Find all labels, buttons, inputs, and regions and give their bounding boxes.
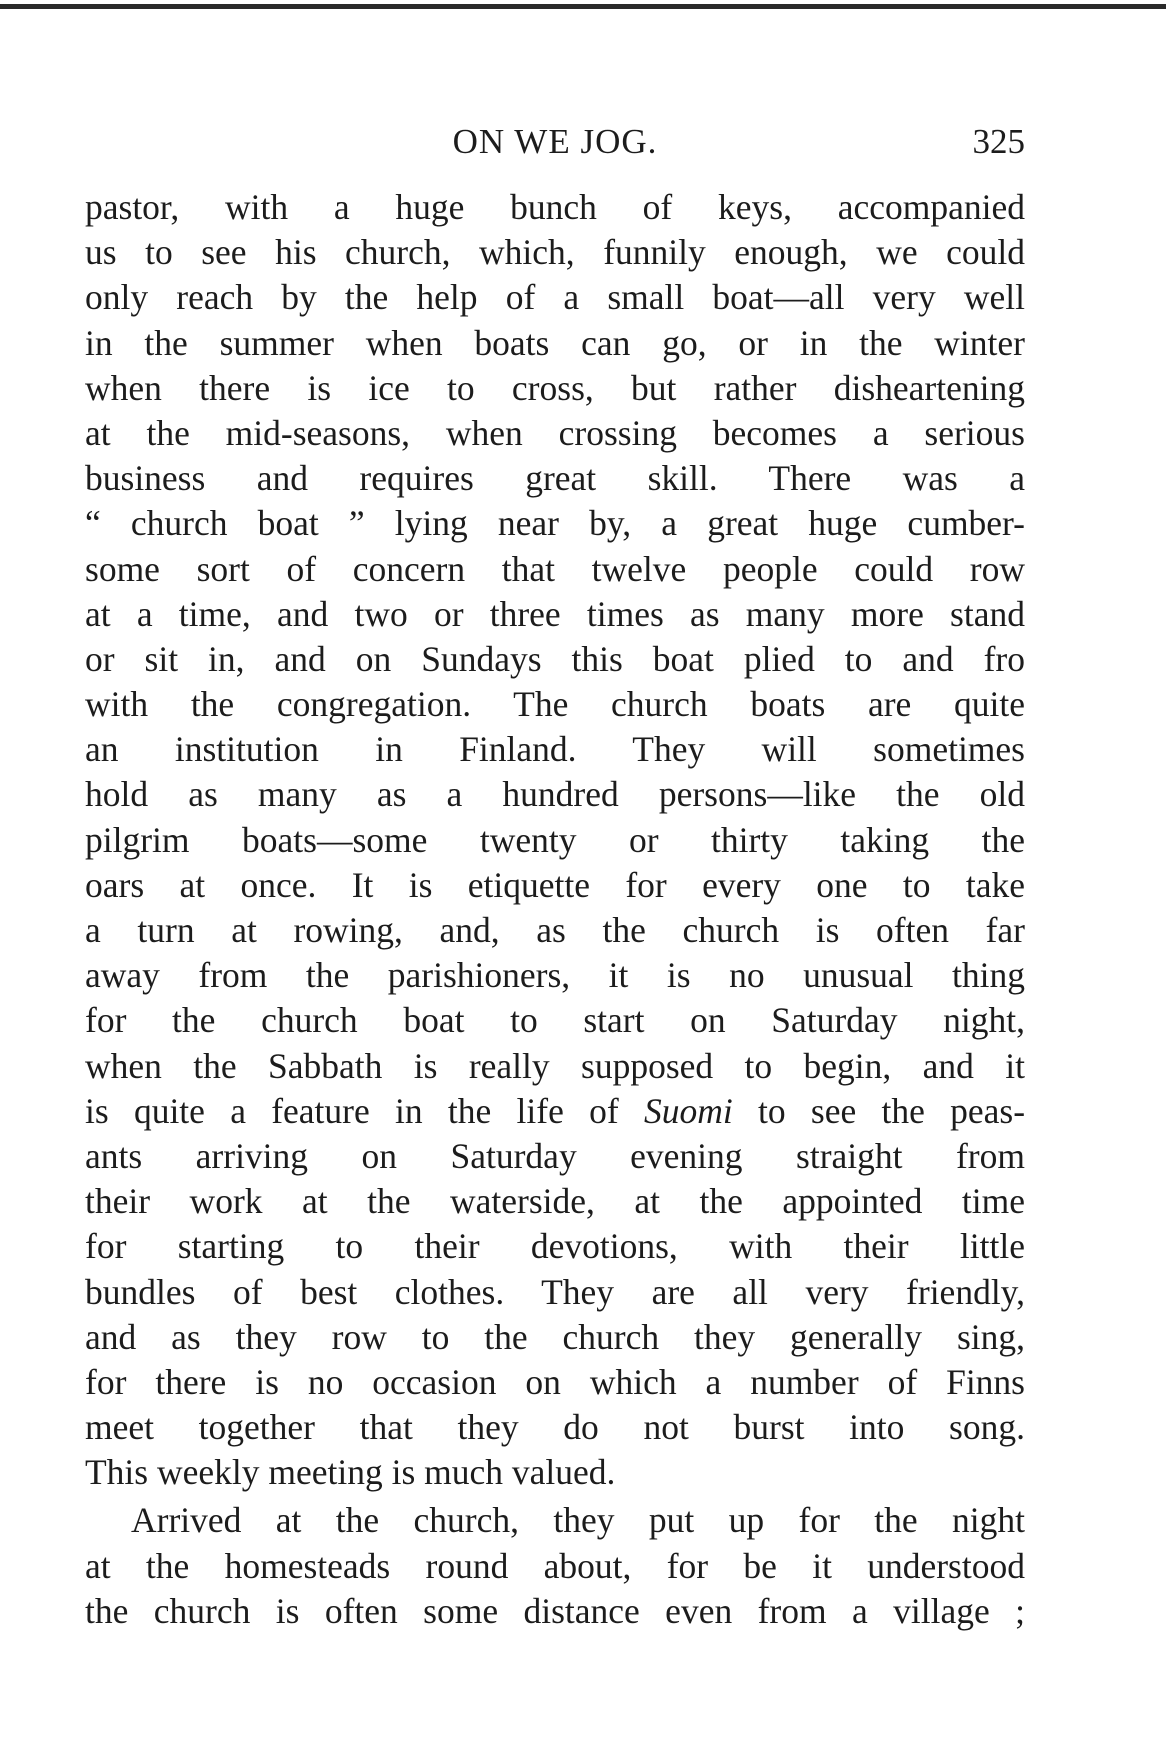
text-segment: is quite a feature in the life of xyxy=(85,1090,619,1131)
text-line: when there is ice to cross, but rather disheartening xyxy=(85,367,1025,408)
text-line: hold as many as a hundred persons—like the old xyxy=(85,774,1025,815)
text-line: at the homesteads round about, for be it understood xyxy=(85,1545,1025,1586)
paragraph-1 xyxy=(85,185,1025,1495)
text-line: away from the parishioners, it is no unusual thing xyxy=(85,955,1025,996)
text-line: for starting to their devotions, with their little xyxy=(85,1226,1025,1267)
italic-word: Suomi xyxy=(643,1090,733,1131)
text-line: us to see his church, which, funnily enough, we could xyxy=(85,232,1025,273)
paragraph-2 xyxy=(85,1498,1025,1634)
text-line: pastor, with a huge bunch of keys, accompanied xyxy=(85,187,1025,227)
text-line: pilgrim boats—some twenty or thirty taking the xyxy=(85,819,1025,860)
text-segment: to see the peas- xyxy=(758,1090,1026,1131)
running-head xyxy=(85,122,1025,168)
text-line: when the Sabbath is really supposed to begin, and it xyxy=(85,1045,1025,1086)
text-line: meet together that they do not burst into song. xyxy=(85,1407,1025,1448)
text-line: a turn at rowing, and, as the church is often far xyxy=(85,910,1025,950)
running-title: ON WE JOG. xyxy=(452,122,658,161)
text-line: with the congregation. The church boats are quite xyxy=(85,684,1025,725)
text-line: an institution in Finland. They will sometimes xyxy=(85,729,1025,770)
text-line: bundles of best clothes. They are all very friendly, xyxy=(85,1271,1025,1312)
text-line: ants arriving on Saturday evening straight from xyxy=(85,1135,1025,1176)
text-line: for the church boat to start on Saturday night, xyxy=(85,1000,1025,1041)
text-line: in the summer when boats can go, or in the winter xyxy=(85,322,1025,363)
text-line: and as they row to the church they generally sing, xyxy=(85,1316,1025,1357)
top-page-rule xyxy=(0,4,1166,9)
text-line: at the mid-seasons, when crossing becomes a serious xyxy=(85,412,1025,453)
text-line: their work at the waterside, at the appointed time xyxy=(85,1181,1025,1222)
text-line: the church is often some distance even from a village ; xyxy=(85,1590,1025,1631)
text-line: business and requires great skill. There was a xyxy=(85,458,1025,499)
text-line: “ church boat ” lying near by, a great huge cumber- xyxy=(85,503,1025,544)
text-line: only reach by the help of a small boat—all very well xyxy=(85,277,1025,318)
page-number: 325 xyxy=(972,122,1025,161)
text-line: oars at once. It is etiquette for every one to take xyxy=(85,864,1025,905)
text-line: or sit in, and on Sundays this boat plied to and fro xyxy=(85,638,1025,679)
text-line: This weekly meeting is much valued. xyxy=(85,1452,616,1493)
text-line-with-italic xyxy=(85,1089,1025,1134)
body-text xyxy=(85,185,1025,1634)
text-line: Arrived at the church, they put up for the night xyxy=(131,1500,1025,1541)
text-line: some sort of concern that twelve people could row xyxy=(85,548,1025,589)
text-line: for there is no occasion on which a number of Finns xyxy=(85,1361,1025,1402)
text-line: at a time, and two or three times as many more stand xyxy=(85,593,1025,634)
